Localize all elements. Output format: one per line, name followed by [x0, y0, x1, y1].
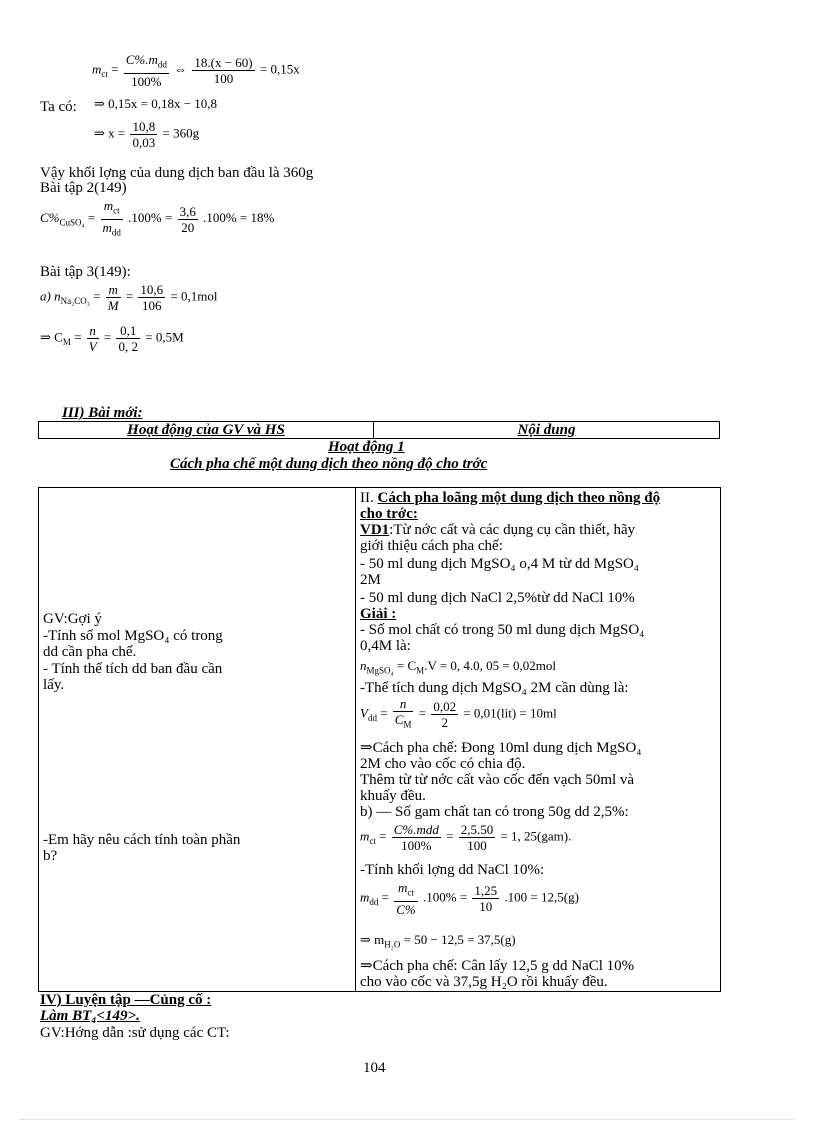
exercise-2-equation: $C\%_{CuSO_4}$ = $\frac{m_{ct}}{m_{dd}}$ .100% = $\frac{3,6}{20}$ .100% = 18%	[40, 198, 274, 240]
example-1-line: giới thiệu cách pha chế:	[360, 538, 503, 554]
hint-line: -Tính số mol MgSO₄ có trong	[43, 628, 223, 644]
section-3-title: III) Bài mới:	[62, 405, 143, 421]
fraction: $\frac{0,02}{2}$	[433, 698, 457, 730]
section-2-heading: II. Cách pha loãng một dung dịch theo nồng độ	[360, 490, 661, 506]
guidance-line: GV:Hớng dẫn :sử dụng các CT:	[40, 1025, 230, 1041]
hint-line: lấy.	[43, 677, 65, 693]
fraction: $\frac{3,6}{20}$	[179, 203, 196, 235]
header-col-teacher-student: Hoạt động của GV và HS	[39, 422, 374, 439]
prep-line: Thêm từ từ nớc cất vào cốc đến vạch 50ml và	[360, 772, 635, 788]
exercise-2-title: Bài tập 2(149)	[40, 180, 127, 196]
mct-equation: $m_{ct}$ = $\frac{C\%.m_{dd}}{100\%}$ ⇔ $\frac{18.(x - 60)}{100}$ = 0,15x	[92, 52, 300, 89]
fraction: $\frac{m_{ct}}{C\%}$	[396, 880, 416, 917]
fraction: $\frac{10,6}{106}$	[140, 282, 164, 313]
fraction: $\frac{\text{C\%.mdd}}{100\%}$	[393, 822, 439, 853]
prep-line: khuấy đều.	[360, 788, 426, 804]
solution-line: -Tính khối lợng dd NaCl 10%:	[360, 862, 545, 878]
fraction: $\frac{n}{C_M}$	[394, 696, 412, 730]
equation-step-3: ⇒ x = $\frac{10,8}{0,03}$ = 360g	[94, 119, 200, 150]
solution-label: Giải :	[360, 606, 397, 622]
question-line: b?	[43, 848, 58, 864]
fraction: $\frac{m}{M}$	[107, 282, 119, 313]
hint-title: GV:Gợi ý	[43, 611, 102, 627]
column-divider	[355, 488, 356, 991]
page-bottom-dotted-line	[20, 1119, 796, 1120]
question-line: -Em hãy nêu cách tính toàn phần	[43, 832, 241, 848]
exercise-3-equation-a: a) $n_{Na_2CO_3}$ = $\frac{m}{M}$ = $\frac{10,6}{106}$ = 0,1mol	[40, 282, 218, 313]
fraction: $\frac{m_{ct}}{m_{dd}}$	[102, 198, 121, 238]
header-col-content: Nội dung	[374, 422, 720, 439]
prep-line: ⇒Cách pha chế: Đong 10ml dung dịch MgSO₄	[360, 740, 642, 756]
activity-header-table	[38, 421, 720, 439]
equation-volume: $V_{dd}$ = $\frac{n}{C_M}$ = $\frac{0,02}{2}$ = 0,01(lit) = 10ml	[360, 696, 557, 733]
page-number: 104	[363, 1060, 386, 1076]
equation-mol: $n_{MgSO_4} = C_M.V = 0$, 4.0, 05 = 0,02mol	[360, 658, 556, 676]
exercise-3-equation-c: ⇒ $C_M$ = $\frac{n}{V}$ = $\frac{0,1}{0, 2}$ = 0,5M	[40, 323, 184, 354]
solution-line: 0,4M là:	[360, 638, 411, 654]
part-b-line: b) — Số gam chất tan có trong 50g dd 2,5%:	[360, 804, 629, 820]
exercise-3-title: Bài tập 3(149):	[40, 264, 131, 280]
fraction: $\frac{n}{V}$	[88, 323, 97, 354]
fraction: $\frac{C\%.m_{dd}}{100\%}$	[125, 52, 167, 89]
example-1-line: VD1:Từ nớc cất và các dụng cụ cần thiết, hãy	[360, 522, 636, 538]
section-4-title: IV) Luyện tập —Củng cố :	[40, 992, 212, 1008]
task-line: - 50 ml dung dịch NaCl 2,5%từ dd NaCl 10%	[360, 590, 635, 606]
prep-line: ⇒Cách pha chế: Cân lấy 12,5 g dd NaCl 10%	[360, 958, 635, 974]
hint-line: - Tính thể tích dd ban đầu cần	[43, 661, 223, 677]
solution-line: - Số mol chất có trong 50 ml dung dịch MgSO₄	[360, 622, 645, 638]
prep-line: cho vào cốc và 37,5g H₂O rồi khuấy đều.	[360, 974, 608, 990]
activity-title: Hoạt động 1	[328, 439, 405, 455]
ta-co-label: Ta có:	[40, 99, 77, 115]
solution-line: -Thể tích dung dịch MgSO₄ 2M cần dùng là:	[360, 680, 629, 696]
equation-mass-ct: $m_{ct}$ = $\frac{\text{C\%.mdd}}{100\%}$ = $\frac{2,5.50}{100}$ = 1, 25(gam).	[360, 822, 572, 853]
task-line: 2M	[360, 572, 381, 588]
activity-subtitle: Cách pha chế một dung dịch theo nồng độ cho trớc	[170, 456, 488, 472]
fraction: $\frac{10,8}{0,03}$	[132, 119, 156, 150]
fraction: $\frac{18.(x - 60)}{100}$	[194, 54, 253, 86]
fraction: $\frac{2,5.50}{100}$	[460, 822, 494, 853]
section-4-subtitle: Làm BT₄<149>.	[40, 1008, 140, 1024]
conclusion-text: Vậy khối lợng của dung dịch ban đầu là 360g	[40, 165, 314, 181]
task-line: - 50 ml dung dịch MgSO₄ o,4 M từ dd MgSO₄	[360, 556, 640, 572]
equation-mass-dd: $m_{dd}$ = $\frac{m_{ct}}{C\%}$ .100% = $\frac{1,25}{10}$ .100 = 12,5(g)	[360, 880, 579, 917]
equation-step-2: ⇒ 0,15x = 0,18x − 10,8	[94, 96, 218, 111]
equation-water: ⇒ $m_{H_2O} = 50 - 12,5 = 37,5(g)$	[360, 932, 516, 950]
activity-content-box	[38, 487, 721, 992]
fraction: $\frac{0,1}{0, 2}$	[118, 323, 138, 354]
section-2-heading-cont: cho trớc:	[360, 506, 418, 522]
fraction: $\frac{1,25}{10}$	[474, 882, 498, 914]
hint-line: dd cần pha chế.	[43, 644, 137, 660]
prep-line: 2M cho vào cốc có chia độ.	[360, 756, 526, 772]
